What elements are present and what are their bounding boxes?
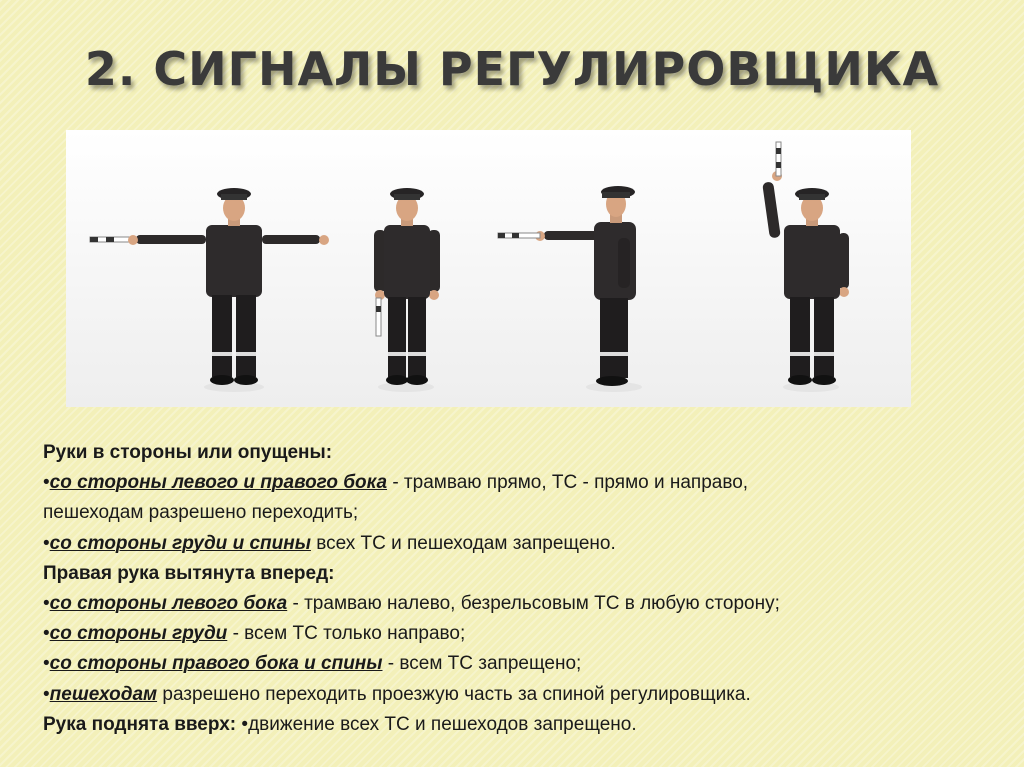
item-text: всех ТС и пешеходам запрещено.: [310, 532, 616, 554]
traffic-officer-signals-image: [66, 130, 911, 407]
list-item: [43, 649, 1003, 679]
section-heading-arms-sideways: Руки в стороны или опущены:: [43, 442, 333, 463]
list-item: [43, 589, 1003, 619]
section-heading-right-arm-forward: Правая рука вытянута вперед:: [43, 562, 335, 584]
bullet: •: [43, 532, 50, 554]
slide-title: 2. СИГНАЛЫ РЕГУЛИРОВЩИКА: [84, 42, 940, 96]
emphasis-text: со стороны левого бока: [49, 593, 288, 615]
bullet: •: [43, 683, 50, 705]
bullet: •: [236, 713, 249, 735]
signals-description: [43, 438, 1003, 740]
bullet: •: [43, 653, 50, 675]
list-item: [43, 529, 1003, 559]
bullet: •: [43, 472, 50, 494]
item-text: - трамваю прямо, ТС - прямо и направо,: [387, 472, 749, 494]
item-text: - трамваю налево, безрельсовым ТС в любую сторону;: [287, 593, 780, 615]
section-heading-arm-raised: Рука поднята вверх:: [43, 713, 237, 735]
emphasis-text: со стороны правого бока и спины: [49, 653, 383, 675]
emphasis-text: со стороны левого и правого бока: [49, 472, 388, 494]
list-item: [43, 680, 1003, 710]
item-text: разрешено переходить проезжую часть за спиной регулировщика.: [157, 683, 751, 705]
list-item: [43, 710, 1003, 740]
item-text: движение всех ТС и пешеходов запрещено.: [248, 713, 637, 735]
emphasis-text: со стороны груди: [49, 623, 228, 645]
list-item: [43, 468, 1003, 498]
emphasis-text: со стороны груди и спины: [49, 532, 311, 554]
emphasis-text: пешеходам: [49, 683, 158, 705]
list-item: [43, 619, 1003, 649]
bullet: •: [43, 593, 50, 615]
bullet: •: [43, 623, 50, 645]
item-text: - всем ТС запрещено;: [382, 653, 582, 675]
list-item-continuation: пешеходам разрешено переходить;: [43, 502, 359, 524]
item-text: - всем ТС только направо;: [227, 623, 466, 645]
